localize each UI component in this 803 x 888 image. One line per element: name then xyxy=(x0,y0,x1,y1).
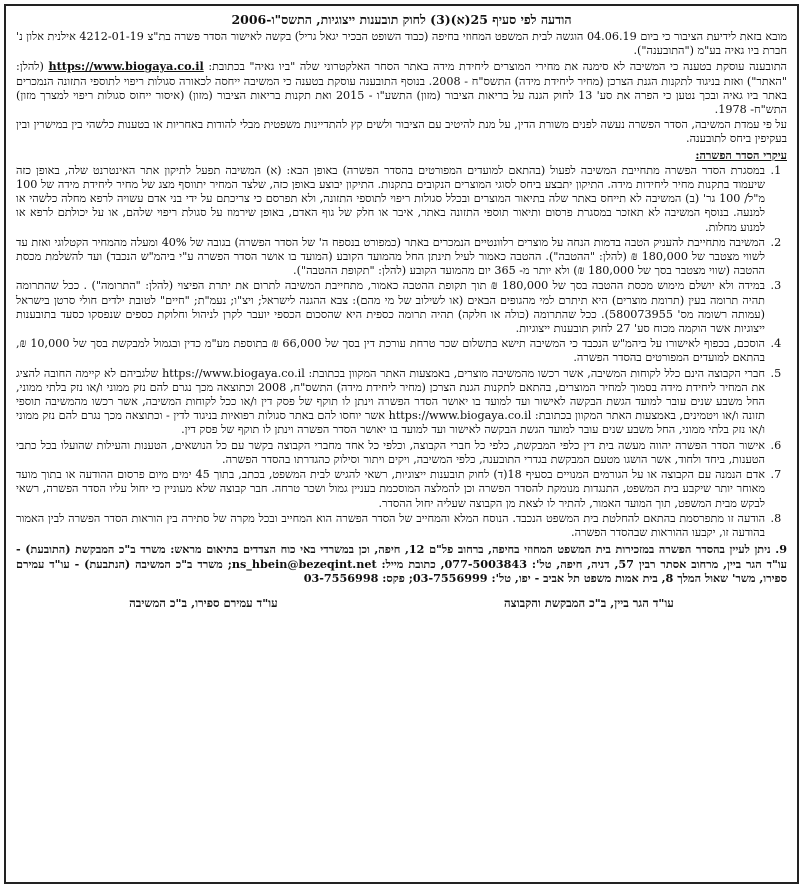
signature-applicant: עו"ד הגר ביין, ב"כ המבקשת והקבוצה xyxy=(503,595,674,610)
settlement-item: 8. הודעה זו מתפרסמת בהתאם להחלטת בית המשפט הנכבד. הנוסח המלא והמחייב של הסדר הפשרה הוא המחייב ובכל מקרה של סתירה בין הוראות הסדר הפשרה לבין האמור בהודעה זו, יקבעו ההוראות שבהסדר הפשרה. xyxy=(16,512,767,540)
settlement-item: 4. הוסכם, בכפוף לאישורו על ביהמ"ש הנכבד כי המשיבה תישא בתשלום שכר טרחת עורכת דין בסך של 66,000 ₪ בתוספת מע"מ כדין ובגמול למבקשת בסך של 10,000 ₪, בהתאם למועדים המפורטים בהסדר הפשרה. xyxy=(16,337,767,365)
section-heading: עיקרי הסדר הפשרה: xyxy=(695,147,787,162)
court-notice xyxy=(4,4,799,884)
settlement-item: 5. חברי הקבוצה הינם כלל לקוחות המשיבה, אשר רכשו מהמשיבה מוצרים, באמצעות האתר המקוון בכתובת: https://www.biogaya.co.il שלגביהם לא קיימה החובה להציג את המחיר ליחידת מידה בסמוך למחיר המוצרים, בהתאם לתקנות הגנת הצרכן (מחיר ליחידת מידה) התשס"ח, 2008 וכתוצאה מכך נגרם להם נזק ממוני ו/או נזק בלתי ממוני, החל משבע שנים עובר למועד הגשת הבקשה לאישור ועד למועד בו יאושר הסדר הפשרה וינתן לו תוקף של פסק דין ו/או ככל לקוחות המשיבה, אשר רכשו מהמשיבה תוספי תזונה ו/או ויטמינים, באמצעות האתר המקוון בכתובת: https://www.biogaya.co.il אשר יוחסו להם באתר סגולות רפואיות בניגוד לדין - וכתוצאה מכך נגרם להם נזק ממוני ו/או נזק בלתי ממוני, החל משבע שנים עובר למועד הגשת הבקשה לאישור ועד למועד בו יאושר הסדר הפשרה וינתן לו תוקף של פסק דין. xyxy=(16,367,767,438)
settlement-item: 7. אדם הנמנה עם הקבוצה או על הגורמים המנויים בסעיף 18(ד) לחוק תובענות ייצוגיות, רשאי להגיש לבית המשפט, בכתב, בתוך 45 ימים מיום פרסום ההודעה או בתוך מועד מאוחר יותר שיקבע בית המשפט, התנגדות מנומקת להסדר הפשרה וכן להמלצה המוסכמת בעניין גמול ושכר טרחה. חבר קבוצה שלא מעוניין כי יחול עליו הסדר הפשרה, רשאי לבקש מבית המשפט, תוך המועד האמור, להתיר לו לצאת מן הקבוצה שעליה יחול ההסדר. xyxy=(16,468,767,511)
position-paragraph: על פי עמדת המשיבה, הסדר הפשרה נעשה לפנים משורת הדין, על מנת להיטיב עם הציבור ולשים קץ להתדיינות משפטית מבלי להודות באחריות או בטענות כלשהי בין במישרין ובין בעקיפין ביחס לתובענה. xyxy=(16,118,787,146)
settlement-item: 6. אישור הסדר הפשרה יהווה מעשה בית דין כלפי המבקשת, כלפי כל חברי הקבוצה, וכלפי כל אחד מחברי הקבוצה בקשר עם כל הנושאים, הטענות והעילות שהועלו בכל כתבי הטענות, ביחד ולחוד, אשר הושגו מטעם המבקשת בגדרי התובענה, כלפי המשיבה, ויקים ויתור וסילוק כהגדרתו בהסדר הפשרה. xyxy=(16,439,767,467)
settlement-item: 2. המשיבה מתחייבת להעניק הטבה בדמות הנחה על מוצרים רלוונטיים הנמכרים באתר (כמפורט בנספח ה' של הסדר הפשרה) בגובה של 40% ומעלה מהמחיר הקטלוגי ואזת עד לשווי מצטבר של 180,000 ₪ (להלן: "ההטבה"). ההטבה כאמור לעיל תינתן החל מהמועד הקובע (המועד בו אושר הסדר הפשרה ע"י ביהמ"ש הנכבד) ועד להשלמת מכסת ההטבה (שווי מצטבר בסך של 180,000 ₪) ולא יותר מ- 365 יום מהמועד הקובע (להלן: "תקופת ההטבה"). xyxy=(16,236,767,279)
settlement-item: 3. במידה ולא יושלם מימוש מכסת ההטבה בסך של 180,000 ₪ תוך תקופת ההטבה כאמור, מתחייבת המשיבה לתרום את יתרת הפיצוי (להלן: "התרומה") . ככל שהתרומה תהיה תרומה בעין (תרומת מוצרים) היא תיתרם למי מהגופים הבאים (או לשילוב של מי מהם): צבא ההגנה לישראל; ויצ"ו; נעמ"ת; "חיים" לטובת ילדים חולי סרטן בישראל (עמותה רשומה מס' 580073955). ככל שהתרומה (כולה או חלקה) תהיה תרומה כספית היא שהסכום הכספי יועבר לקרן לניהול וחלוקת כספים שנפסקו כסעד בתובענות ייצוגיות אשר הוקמה מכוח סע' 27 לחוק תובענות ייצוגיות. xyxy=(16,279,767,336)
claim-text: (להלן: "האתר") ואזת בניגוד לתקנות הגנת הצרכן (מחיר ליחידת מידה) התשס"ח - 2008. בנוסף התובענה עוסקת בטענה כי המשיבה ייחסה לכאורה סגולות ריפוי לתוספי התזונה הנמכרים באתר ביו גאיה ובכך נטען כי הפרה את סע' 13 לחוק הגנה על בריאות הציבור (מזון) התשע"ו - 2015 ואת תקנות בריאות הציבור (מזון) (איסור ייחוס סגולות ריפוי למצרך מזון) התש"ח- 1978. xyxy=(16,60,788,117)
settlement-item: 1. במסגרת הסדר הפשרה מתחייבת המשיבה לפעול (בהתאם למועדים המפורטים בהסדר הפשרה) באופן הבא: (א) המשיבה תפעל לתיקון אתר האינטרנט שלה, באופן כזה שיעמוד בתקנות מחיר ליחידות מידה. התיקון יתבצע ביחס לסוגי המוצרים הנקובים בתקנות. התיקון יבוצע באופן כזה, שלצד המחיר יתווסף מצג של מחיר ליחידת מידה של 100 מ"ל/ 100 גר' (ב) המשיבה לא תייחס באתר שלה בתיאור המוצרים ובכלל סגולות ריפוי לתוספי התזונה, ולא תפרסם כי צריכתם על ידי בני אדם עשויה לרפא מחלה כלשהי או למנעה. בנוסף המשיבה לא תאזכר במסגרת פרסום ותיאור תוספי התזונה באתר, איבר או חלק של גוף האדם, באופן שירמוז על סגולת ריפוי שלהם, או על יכולתם לרפא או למנוע מחלות. xyxy=(16,164,767,235)
claim-lead: התובענה עוסקת בטענה כי המשיבה לא סימנה את מחירי המוצרים ליחידת מידה באתר הסחר האלקטרוני שלה "ביו גאיה" בכתובת: xyxy=(208,60,787,74)
website-link[interactable]: https://www.biogaya.co.il xyxy=(48,59,204,74)
intro-paragraph: מובא בזאת לידיעת הציבור כי ביום 04.06.19 הוגשה לבית המשפט המחוזי בחיפה (כבוד השופט הבכיר יגאל גריל) בקשה לאישור הסדר פשרה בת"צ 4212-01-19 אילנית אלון נ' חברת ביו גאיה בע"מ ("התובענה"). xyxy=(16,30,787,58)
settlement-items xyxy=(16,164,787,540)
signatures xyxy=(16,596,787,610)
contacts-paragraph: 9. ניתן לעיין בהסדר הפשרה במזכירות בית המשפט המחוזי בחיפה, ברחוב פל"ם 12, חיפה, וכן במשרדי באי כוח הצדדים בתיאום מראש: משרד ב"כ המבקשת (התובעת) - עו"ד הגר ביין, מרחוב אסתר רבין 57, דניה, חיפה, טל': 077-5003843, כתובת מייל: ns_hbein@bezeqint.net; משרד ב"כ המשיבה (הנתבעת) - עו"ד עמירם ספירו, משר' שאול המלך 8, בית אמות משפט תל אביב - יפו, טל': 03-7556999; פקס: 03-7556998 xyxy=(16,542,787,586)
signature-respondent: עו"ד עמירם ספירו, ב"כ המשיבה xyxy=(129,595,278,610)
claim-paragraph xyxy=(16,59,787,117)
notice-title: הודעה לפי סעיף 25(א)(3) לחוק תובענות ייצוגיות, התשס"ו-2006 xyxy=(231,12,572,27)
